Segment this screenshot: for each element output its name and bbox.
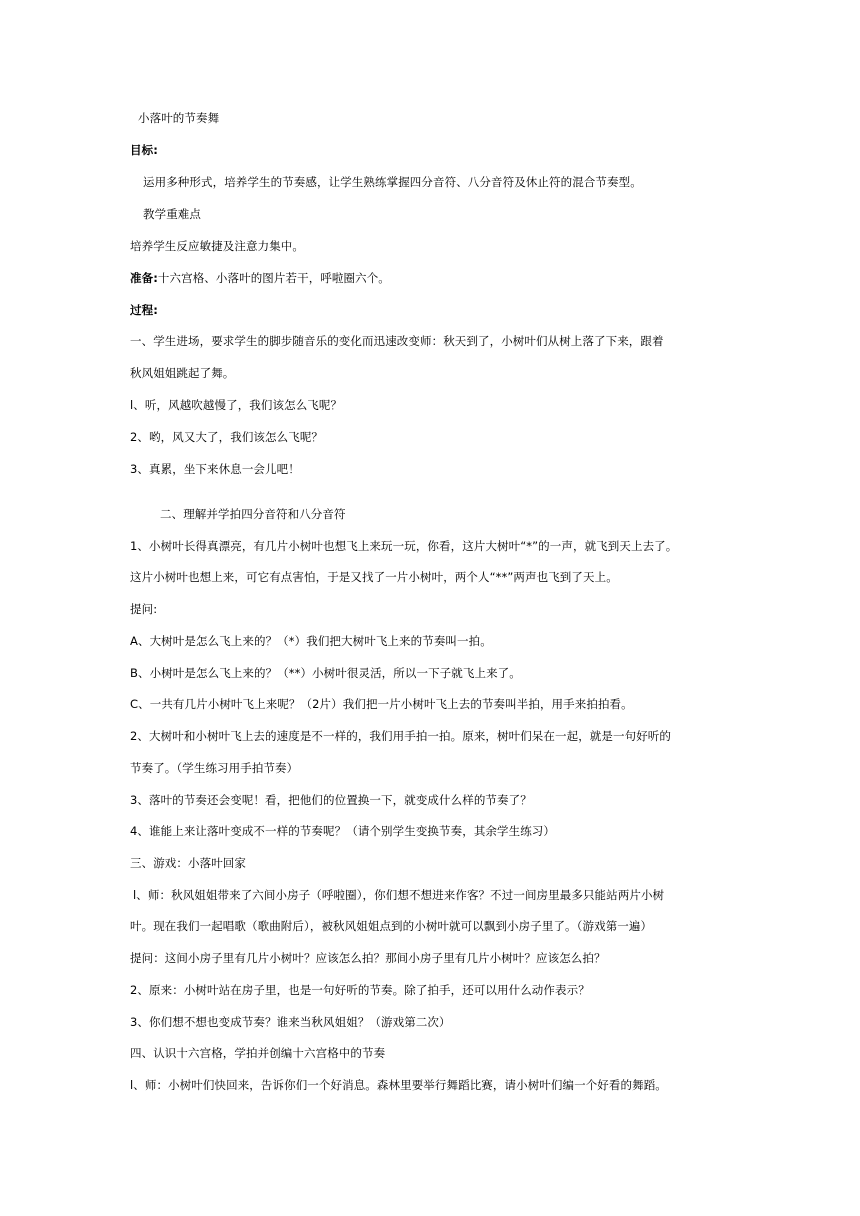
process-line: B、小树叶是怎么飞上来的？（**）小树叶很灵活，所以一下子就飞上来了。 — [130, 666, 521, 680]
preparation-label: 准备: — [130, 271, 158, 285]
process-line: 3、你们想不想也变成节奏？谁来当秋风姐姐？（游戏第二次） — [130, 1015, 451, 1029]
process-line: 叶。现在我们一起唱歌（歌曲附后），被秋风姐姐点到的小树叶就可以飘到小房子里了。（游戏第一遍） — [130, 919, 653, 933]
process-line: l、师：小树叶们快回来，告诉你们一个好消息。森林里要举行舞蹈比赛，请小树叶们编一个好看的舞蹈。 — [130, 1078, 667, 1092]
process-line: 一、学生进场，要求学生的脚步随音乐的变化而迅速改变师：秋天到了，小树叶们从树上落了下来，跟着 — [130, 334, 664, 348]
process-line: 这片小树叶也想上来，可它有点害怕，于是又找了一片小树叶，两个人“**”两声也飞到了天上。 — [130, 570, 618, 584]
key-points-heading: 教学重难点 — [143, 207, 201, 221]
process-line: 3、落叶的节奏还会变呢！看，把他们的位置换一下，就变成什么样的节奏了？ — [130, 793, 532, 807]
goal-text: 运用多种形式，培养学生的节奏感，让学生熟练掌握四分音符、八分音符及休止符的混合节奏型。 — [143, 175, 642, 189]
section-heading: 四、认识十六宫格，学拍并创编十六宫格中的节奏 — [130, 1046, 386, 1060]
process-line: 节奏了。（学生练习用手拍节奏） — [130, 761, 299, 775]
process-line: l、师：秋风姐姐带来了六间小房子（呼啦圈），你们想不想进来作客？不过一间房里最多只能站两片小树 — [133, 888, 665, 902]
preparation-line — [130, 270, 740, 286]
process-line: C、一共有几片小树叶飞上来呢？（2片）我们把一片小树叶飞上去的节奏叫半拍，用手来拍拍看。 — [130, 697, 633, 711]
process-line: 1、小树叶长得真漂亮，有几片小树叶也想飞上来玩一玩，你看，这片大树叶“*”的一声，就飞到天上去了。 — [130, 539, 678, 553]
goal-heading: 目标: — [130, 143, 158, 157]
process-line: 3、真累，坐下来休息一会儿吧！ — [130, 462, 300, 476]
document-title: 小落叶的节奏舞 — [138, 111, 220, 125]
section-heading: 三、游戏：小落叶回家 — [130, 856, 246, 870]
process-heading: 过程: — [130, 303, 158, 317]
process-line: 提问：这间小房子里有几片小树叶？应该怎么拍？那间小房子里有几片小树叶？应该怎么拍？ — [130, 951, 606, 965]
process-line: 4、谁能上来让落叶变成不一样的节奏呢？（请个别学生变换节奏，其余学生练习） — [130, 824, 556, 838]
process-line: l、听，风越吹越慢了，我们该怎么飞呢？ — [130, 398, 343, 412]
process-line: 提问: — [130, 602, 158, 616]
key-points-text: 培养学生反应敏捷及注意力集中。 — [130, 239, 304, 253]
section-heading: 二、理解并学拍四分音符和八分音符 — [160, 507, 346, 521]
process-line: 秋风姐姐跳起了舞。 — [130, 366, 235, 380]
process-line: 2、哟，风又大了，我们该怎么飞呢？ — [130, 430, 324, 444]
process-line: A、大树叶是怎么飞上来的？（*）我们把大树叶飞上来的节奏叫一拍。 — [130, 634, 492, 648]
preparation-text: 十六宫格、小落叶的图片若干，呼啦圈六个。 — [157, 271, 390, 285]
process-line: 2、大树叶和小树叶飞上去的速度是不一样的，我们用手拍一拍。原来，树叶们呆在一起，就是一句好听的 — [130, 729, 672, 743]
process-line: 2、原来：小树叶站在房子里，也是一句好听的节奏。除了拍手，还可以用什么动作表示？ — [130, 983, 590, 997]
